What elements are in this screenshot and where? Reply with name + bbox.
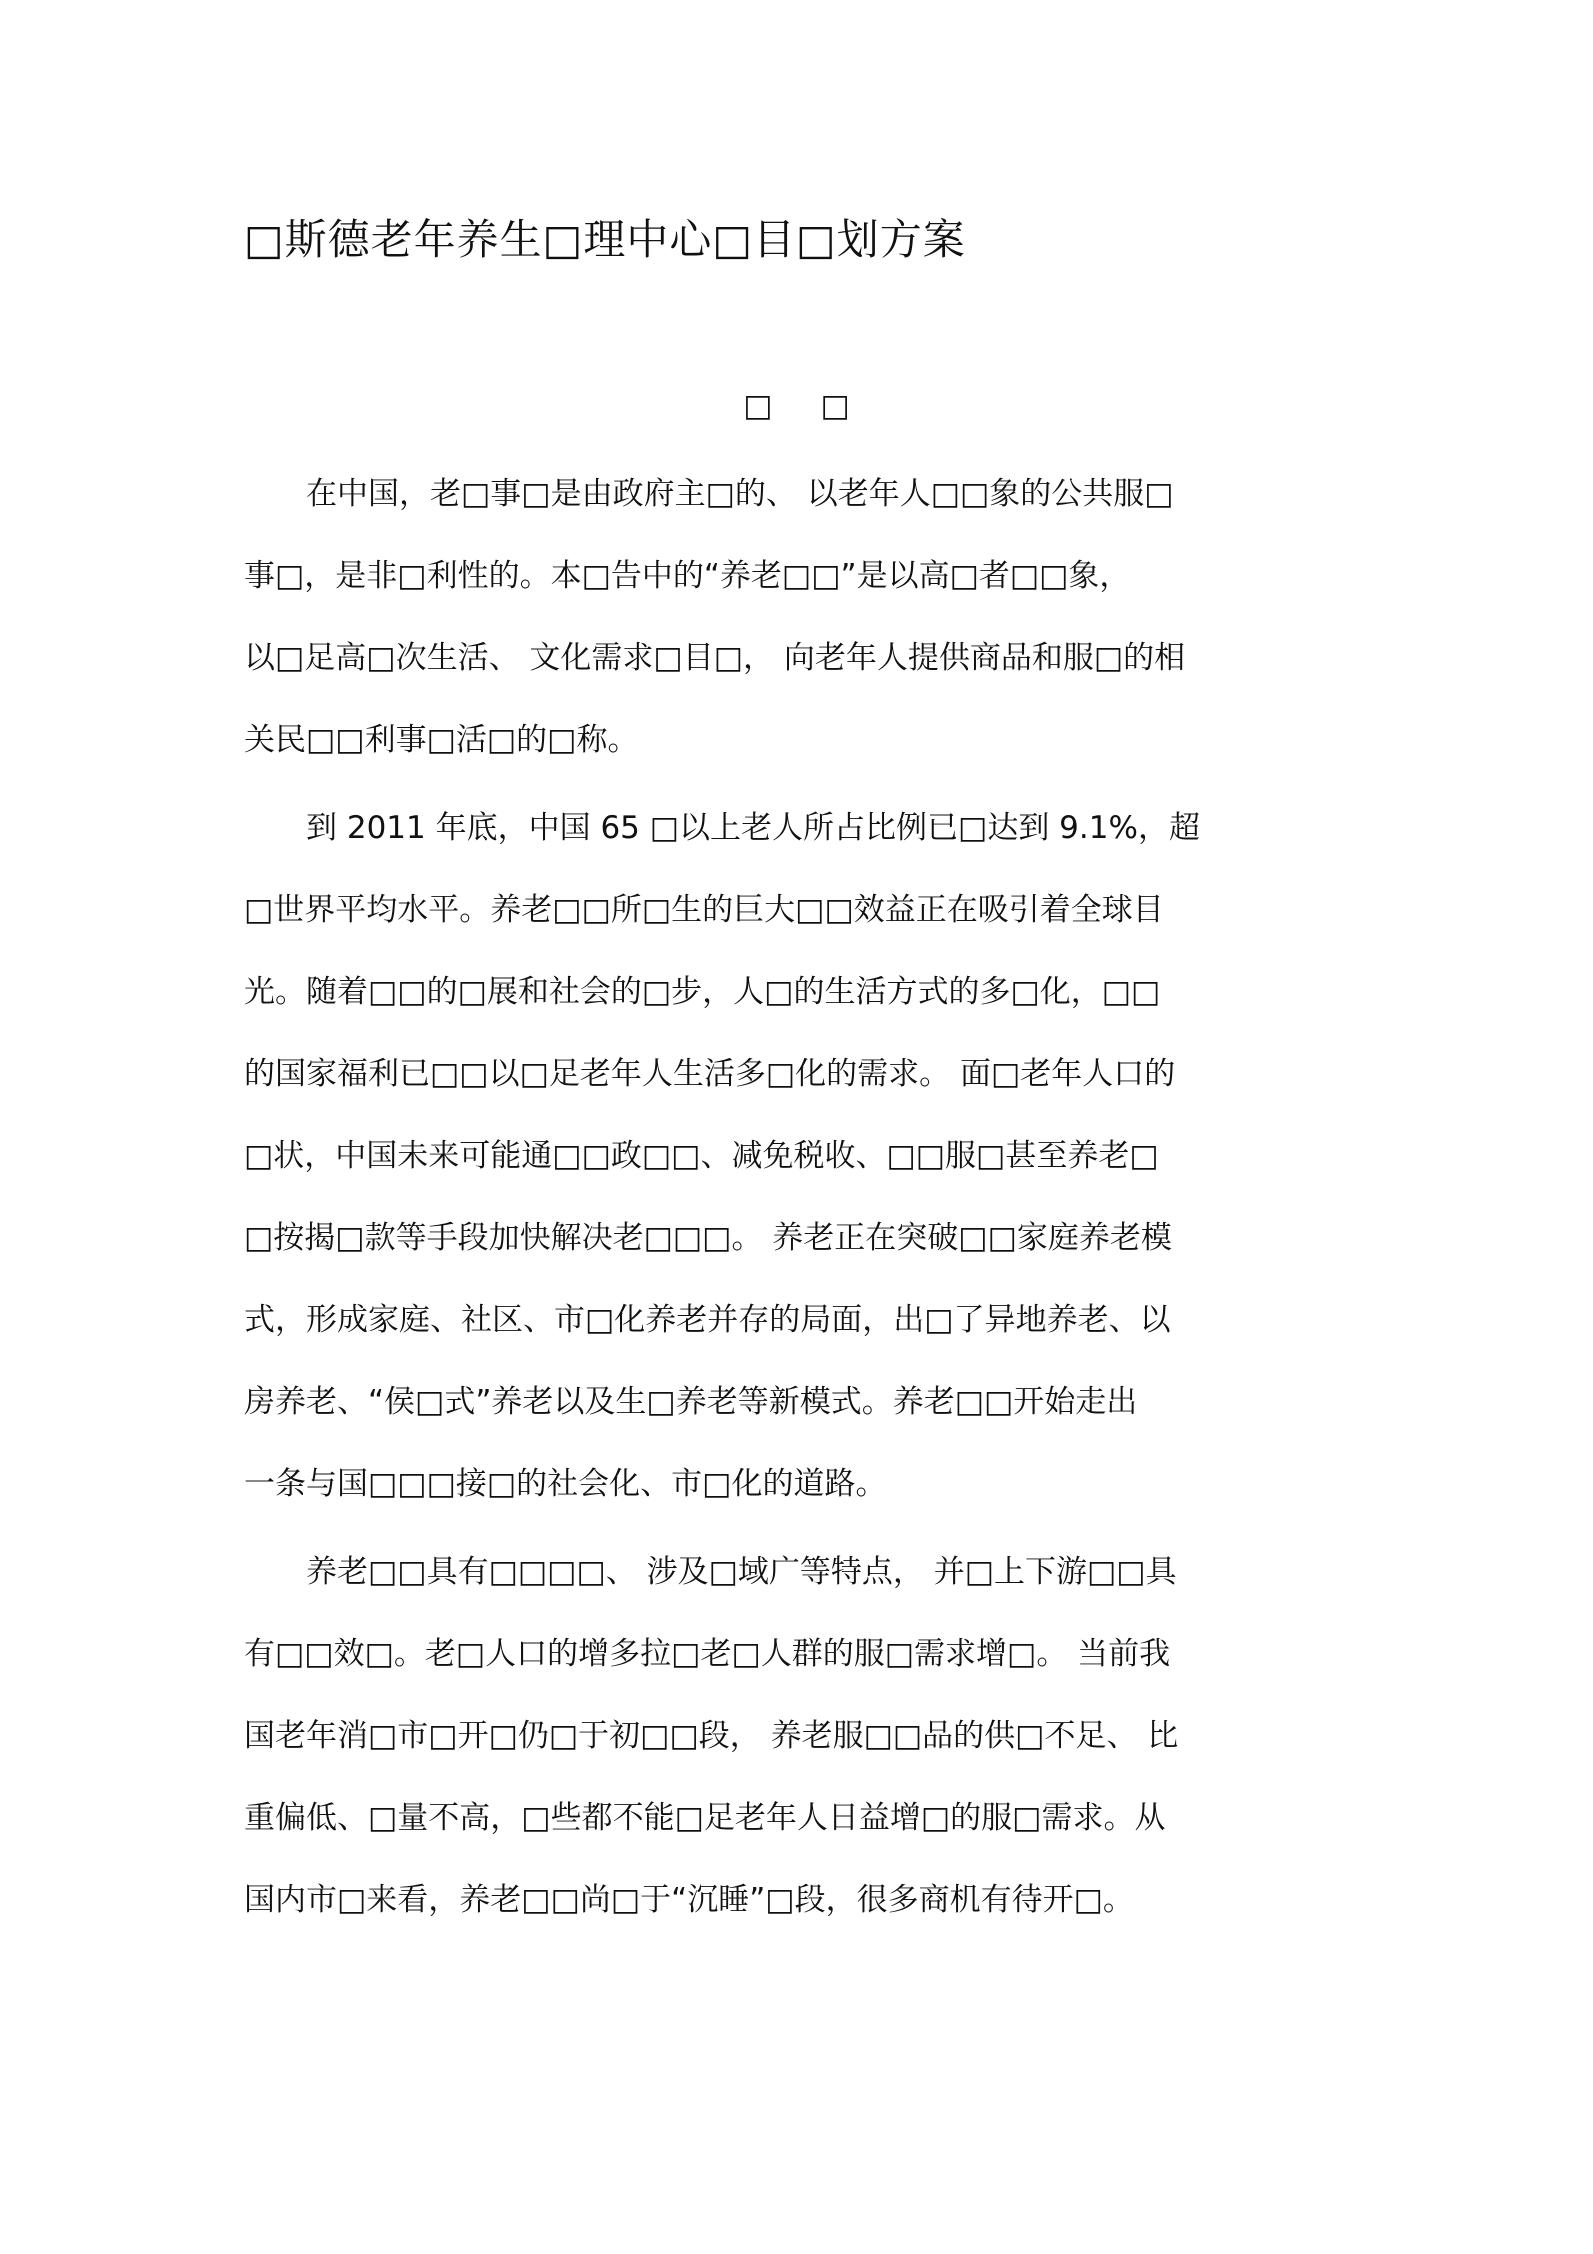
text-line: 在中国，老□事□是由政府主□的、 以老年人□□象的公共服□ [244, 476, 1174, 512]
section-heading-char-2: □ [820, 388, 850, 424]
text-line: 国老年消□市□开□仍□于初□□段， 养老服□□品的供□不足、 比 [244, 1718, 1179, 1754]
text-line: 国内市□来看，养老□□尚□于“沉睡”□段，很多商机有待开□。 [244, 1882, 1134, 1918]
text-line: 以□足高□次生活、 文化需求□目□， 向老年人提供商品和服□的相 [244, 640, 1186, 676]
text-line: □按揭□款等手段加快解决老□□□。 养老正在突破□□家庭养老模 [244, 1220, 1172, 1256]
text-line: 一条与国□□□接□的社会化、市□化的道路。 [244, 1466, 887, 1502]
text-line: □世界平均水平。养老□□所□生的巨大□□效益正在吸引着全球目 [244, 892, 1164, 928]
text-line: 养老□□具有□□□□、 涉及□域广等特点， 并□上下游□□具 [244, 1554, 1177, 1590]
text-line: 重偏低、□量不高，□些都不能□足老年人日益增□的服□需求。从 [244, 1800, 1166, 1836]
section-heading [0, 384, 1593, 428]
text-line: 关民□□利事□活□的□称。 [244, 722, 639, 758]
text-line: 房养老、“侯□式”养老以及生□养老等新模式。养老□□开始走出 [244, 1384, 1138, 1420]
text-line: □状，中国未来可能通□□政□□、减免税收、□□服□甚至养老□ [244, 1138, 1159, 1174]
text-line: 有□□效□。老□人口的增多拉□老□人群的服□需求增□。 当前我 [244, 1636, 1171, 1672]
document-title: □斯德老年养生□理中心□目□划方案 [244, 215, 966, 264]
text-line: 到 2011 年底，中国 65 □以上老人所占比例已□达到 9.1%，超 [244, 810, 1200, 846]
text-line: 的国家福利已□□以□足老年人生活多□化的需求。 面□老年人口的 [244, 1056, 1176, 1092]
text-line: 式，形成家庭、社区、市□化养老并存的局面，出□了异地养老、以 [244, 1302, 1171, 1338]
text-line: 光。随着□□的□展和社会的□步，人□的生活方式的多□化，□□ [244, 974, 1161, 1010]
text-line: 事□，是非□利性的。本□告中的“养老□□”是以高□者□□象， [244, 558, 1131, 594]
section-heading-char-1: □ [743, 388, 773, 424]
